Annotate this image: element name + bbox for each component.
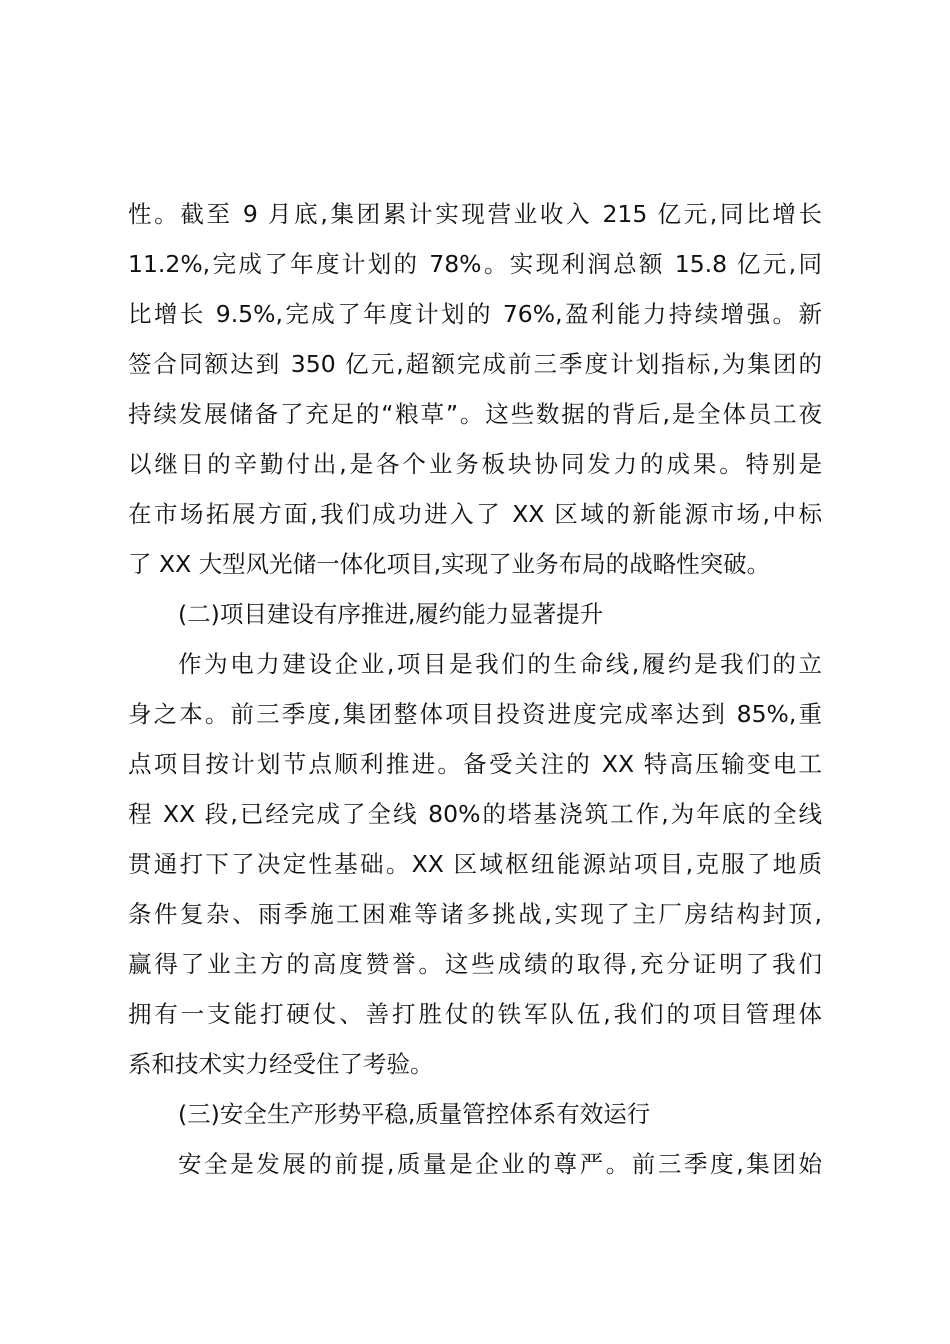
- text-line: 签合同额达到 350 亿元,超额完成前三季度计划指标,为集团的: [128, 350, 822, 378]
- document-page: [128, 189, 822, 1189]
- text-line: 性。截至 9 月底,集团累计实现营业收入 215 亿元,同比增长: [128, 200, 822, 228]
- text-line: 赢得了业主方的高度赞誉。这些成绩的取得,充分证明了我们: [128, 950, 822, 978]
- text-line: 程 XX 段,已经完成了全线 80%的塔基浇筑工作,为年底的全线: [128, 800, 822, 828]
- text-line: 作为电力建设企业,项目是我们的生命线,履约是我们的立: [178, 650, 822, 678]
- text-line: 贯通打下了决定性基础。XX 区域枢纽能源站项目,克服了地质: [128, 850, 822, 878]
- text-line: 点项目按计划节点顺利推进。备受关注的 XX 特高压输变电工: [128, 750, 822, 778]
- section-heading: (二)项目建设有序推进,履约能力显著提升: [178, 600, 604, 628]
- text-line: 拥有一支能打硬仗、善打胜仗的铁军队伍,我们的项目管理体: [128, 1000, 822, 1028]
- text-line: 以继日的辛勤付出,是各个业务板块协同发力的成果。特别是: [128, 450, 822, 478]
- text-line: 在市场拓展方面,我们成功进入了 XX 区域的新能源市场,中标: [128, 500, 822, 528]
- text-line: 11.2%,完成了年度计划的 78%。实现利润总额 15.8 亿元,同: [128, 250, 822, 278]
- text-line: 比增长 9.5%,完成了年度计划的 76%,盈利能力持续增强。新: [128, 300, 822, 328]
- text-line: 系和技术实力经受住了考验。: [128, 1050, 434, 1078]
- text-line: 了 XX 大型风光储一体化项目,实现了业务布局的战略性突破。: [128, 550, 771, 578]
- text-line: 身之本。前三季度,集团整体项目投资进度完成率达到 85%,重: [128, 700, 822, 728]
- text-line: 条件复杂、雨季施工困难等诸多挑战,实现了主厂房结构封顶,: [128, 900, 822, 928]
- text-line: 安全是发展的前提,质量是企业的尊严。前三季度,集团始: [178, 1150, 822, 1178]
- text-line: 持续发展储备了充足的“粮草”。这些数据的背后,是全体员工夜: [128, 400, 822, 428]
- section-heading: (三)安全生产形势平稳,质量管控体系有效运行: [178, 1100, 651, 1128]
